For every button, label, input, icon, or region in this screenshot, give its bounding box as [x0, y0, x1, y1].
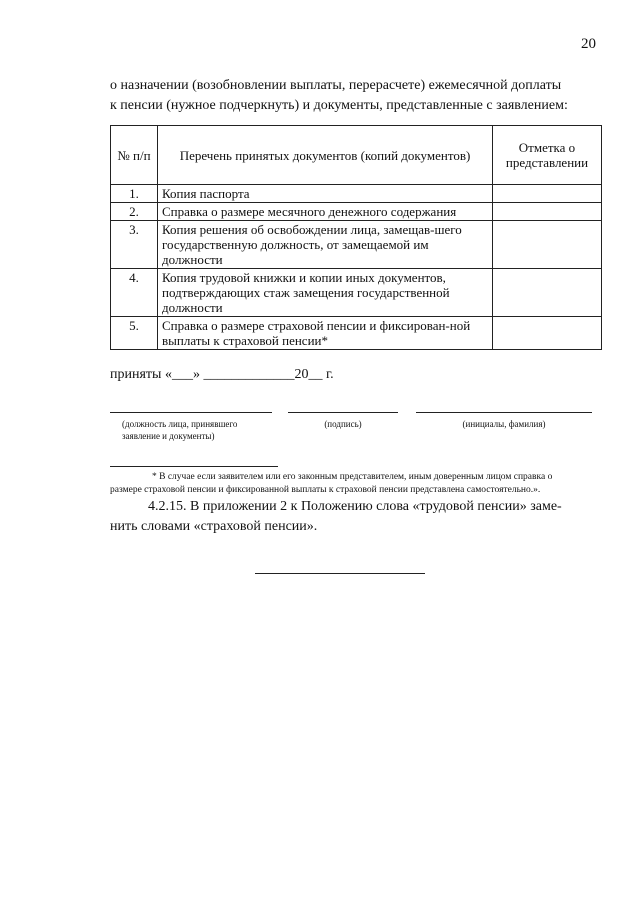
footnote-line: размере страховой пенсии и фиксированной выплаты к страховой пенсии представлена самостоятельно.». — [110, 485, 541, 495]
amendment-line: нить словами «страховой пенсии». — [110, 519, 318, 534]
documents-table — [110, 125, 602, 350]
initials-label: (инициалы, фамилия) — [462, 419, 546, 429]
row-mark — [493, 269, 602, 317]
footnote-separator — [110, 466, 278, 467]
accepted-date-line: приняты «___» _____________20__ г. — [110, 367, 334, 382]
row-number: 5. — [111, 317, 158, 350]
row-number: 4. — [111, 269, 158, 317]
amendment-line: 4.2.15. В приложении 2 к Положению слова «трудовой пенсии» заме- — [148, 499, 562, 514]
row-number: 2. — [111, 203, 158, 221]
table-row — [111, 185, 602, 203]
table-header-row — [111, 126, 602, 185]
intro-paragraph — [110, 76, 602, 116]
footnote — [110, 471, 602, 497]
row-document: Копия трудовой книжки и копии иных документов, подтверждающих стаж замещения государственной должности — [158, 269, 493, 317]
end-rule — [255, 573, 425, 574]
signature-label: (подпись) — [324, 419, 362, 429]
footnote-line: * В случае если заявителем или его законным представителем, иным доверенным лицом справка о — [152, 472, 553, 482]
row-document: Справка о размере страховой пенсии и фиксирован-ной выплаты к страховой пенсии* — [158, 317, 493, 350]
row-document: Справка о размере месячного денежного содержания — [158, 203, 493, 221]
row-document: Копия решения об освобождении лица, замещав-шего государственную должность, от замещаемой им должности — [158, 221, 493, 269]
page-number: 20 — [581, 36, 596, 52]
row-mark — [493, 203, 602, 221]
table-row — [111, 221, 602, 269]
row-mark — [493, 221, 602, 269]
row-mark — [493, 317, 602, 350]
intro-line: к пенсии (нужное подчеркнуть) и документы, представленные с заявлением: — [110, 98, 568, 113]
amendment-paragraph — [110, 497, 602, 537]
position-signature-line — [110, 412, 272, 413]
row-document: Копия паспорта — [158, 185, 493, 203]
header-number: № п/п — [111, 126, 158, 185]
initials-signature-line — [416, 412, 592, 413]
header-submission-mark: Отметка о представлении — [493, 126, 602, 185]
signature-line — [288, 412, 398, 413]
table-row — [111, 269, 602, 317]
header-document-list: Перечень принятых документов (копий документов) — [158, 126, 493, 185]
position-label: (должность лица, принявшего заявление и документы) — [122, 419, 238, 441]
intro-line: о назначении (возобновлении выплаты, перерасчете) ежемесячной доплаты — [110, 78, 562, 93]
row-mark — [493, 185, 602, 203]
table-row — [111, 203, 602, 221]
row-number: 1. — [111, 185, 158, 203]
row-number: 3. — [111, 221, 158, 269]
table-row — [111, 317, 602, 350]
